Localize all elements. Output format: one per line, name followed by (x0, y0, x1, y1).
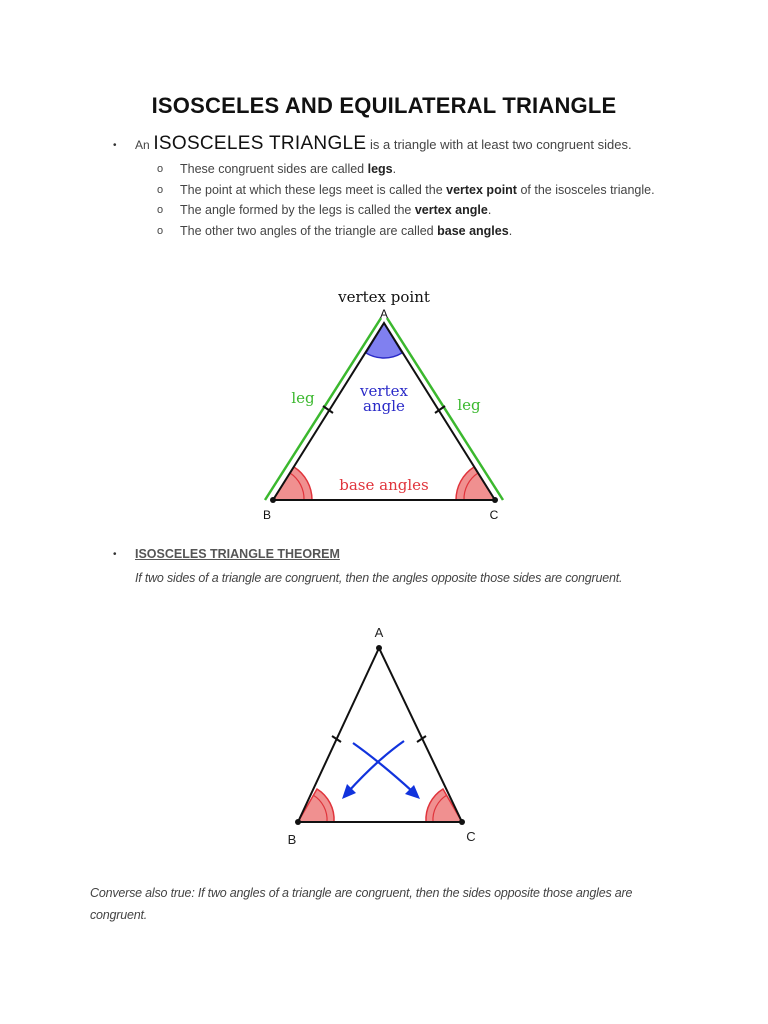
leg-left-label: leg (291, 389, 315, 407)
sub-bullet-text: . (508, 223, 513, 238)
vertex-c-dot-2 (459, 819, 465, 825)
sub-bullet-text: The point at which these legs meet is called the (180, 182, 447, 197)
vertex-angle-shape (366, 323, 402, 358)
vertex-c-dot (492, 497, 498, 503)
base-angle-c-shape (456, 467, 495, 500)
vertex-b-dot-2 (295, 819, 301, 825)
label-a-1: A (379, 307, 389, 321)
angle-b-shape (298, 789, 334, 822)
term-base-angles: base angles (437, 223, 509, 238)
leg-right-label: leg (457, 396, 481, 414)
label-b-2: B (287, 832, 297, 847)
term-vertex-angle: vertex angle (414, 203, 488, 217)
base-angles-label: base angles (339, 476, 429, 494)
base-angle-b-shape (273, 467, 312, 500)
sub-bullet-text: . (392, 162, 397, 176)
definition-suffix: is a triangle with at least two congruent sides. (370, 137, 632, 152)
vertex-point-label: vertex point (338, 288, 430, 306)
diagram-1 (263, 288, 503, 522)
term-legs: legs (367, 162, 393, 176)
diagram-2 (288, 625, 476, 847)
circle-bullet-icon: o (157, 163, 164, 175)
definition-term: ISOSCELES TRIANGLE (153, 133, 367, 154)
angle-c-shape (426, 789, 462, 822)
sub-bullet-text: of the isosceles triangle. (516, 182, 655, 197)
sub-bullet-text: . (487, 203, 492, 217)
circle-bullet-icon: o (157, 224, 164, 237)
circle-bullet-icon: o (157, 204, 164, 216)
term-vertex-point: vertex point (446, 182, 517, 197)
theorem-heading: ISOSCELES TRIANGLE THEOREM (135, 547, 340, 561)
vertex-b-dot (270, 497, 276, 503)
vertex-angle-label-line1: vertex (360, 382, 408, 400)
vertex-angle-label-line2: angle (363, 397, 405, 415)
arrow-right-line (353, 743, 413, 792)
sub-bullet-text: These congruent sides are called (180, 162, 368, 176)
arrow-left-line (348, 741, 404, 792)
bullet-dot: • (113, 549, 117, 560)
label-c-2: C (466, 829, 476, 844)
page-title: ISOSCELES AND EQUILATERAL TRIANGLE (151, 93, 617, 118)
label-c-1: C (489, 508, 499, 522)
vertex-a-dot (376, 645, 382, 651)
converse-statement: Converse also true: If two angles of a triangle are congruent, then the sides opposite those angles are congruent. (90, 886, 633, 922)
circle-bullet-icon: o (157, 183, 164, 196)
label-a-2: A (374, 625, 384, 640)
sub-bullet-text: The angle formed by the legs is called the (180, 203, 415, 217)
sub-bullet-text: The other two angles of the triangle are called (180, 223, 438, 238)
definition-prefix: An (135, 138, 150, 152)
bullet-dot: • (113, 140, 117, 151)
label-b-1: B (262, 508, 272, 522)
theorem-statement: If two sides of a triangle are congruent, then the angles opposite those sides are congruent. (135, 571, 623, 585)
